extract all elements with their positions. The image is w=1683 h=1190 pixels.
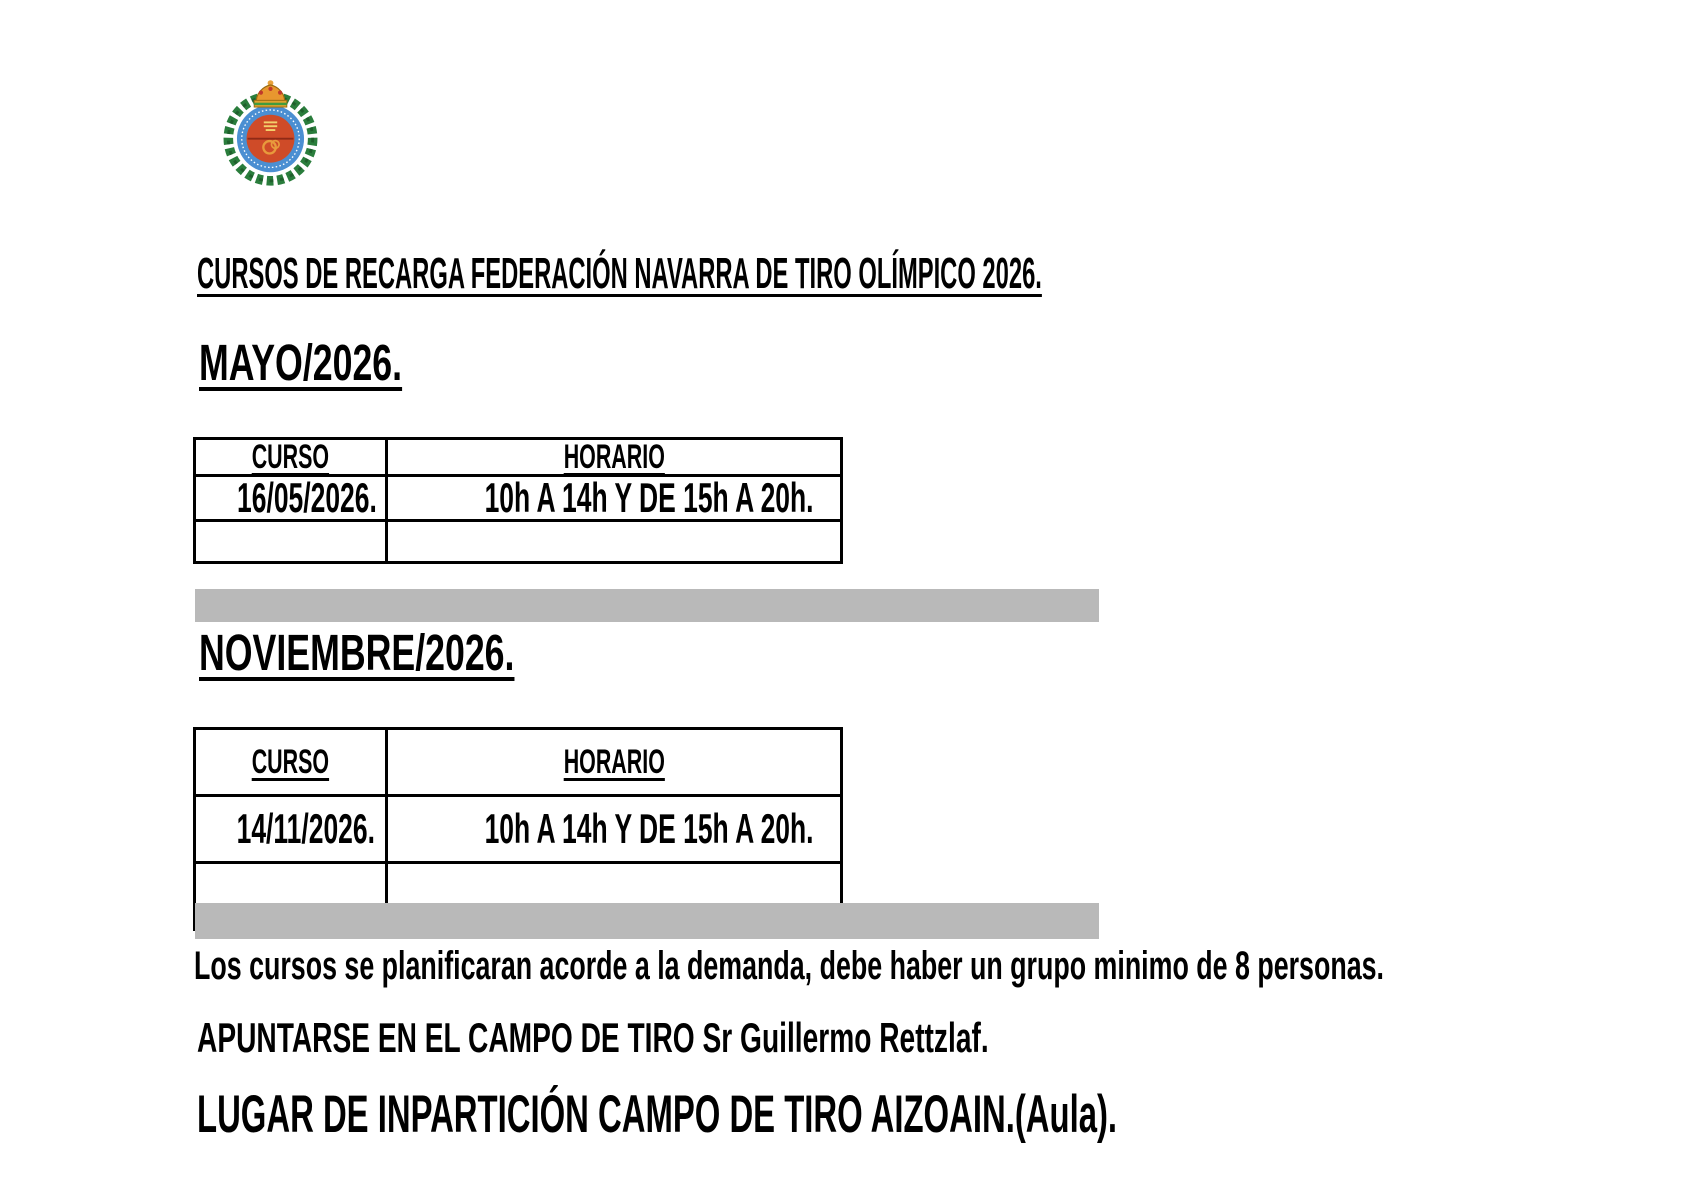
- column-header-horario: HORARIO: [387, 729, 842, 796]
- document-title-text: CURSOS DE RECARGA FEDERACIÓN NAVARRA DE TIRO OLÍMPICO 2026.: [197, 249, 1042, 298]
- document-title: [197, 248, 1683, 300]
- federation-logo: [213, 76, 328, 186]
- separator-bar: [195, 903, 1099, 939]
- crown-icon: [254, 80, 287, 107]
- section-heading-noviembre: [199, 623, 650, 683]
- emblem-disc: [247, 115, 295, 163]
- empty-cell: [387, 521, 842, 563]
- note-signup-text: APUNTARSE EN EL CAMPO DE TIRO Sr Guillermo Rettzlaf.: [197, 1014, 989, 1061]
- course-schedule-cell: 10h A 14h Y DE 15h A 20h.: [387, 796, 842, 863]
- section-heading-mayo: [199, 333, 489, 393]
- table-row: [195, 476, 842, 521]
- separator-bar: [195, 589, 1099, 622]
- course-schedule-cell: 10h A 14h Y DE 15h A 20h.: [387, 476, 842, 521]
- course-table-mayo: [193, 437, 843, 564]
- table-row: [195, 521, 842, 563]
- column-header-horario: HORARIO: [387, 439, 842, 476]
- note-location-text: LUGAR DE INPARTICIÓN CAMPO DE TIRO AIZOAIN.(Aula).: [197, 1085, 1118, 1144]
- section-heading-mayo-text: MAYO/2026.: [199, 334, 403, 391]
- note-planning-text: Los cursos se planificaran acorde a la demanda, debe haber un grupo minimo de 8 personas.: [194, 944, 1384, 988]
- course-table-noviembre: [193, 727, 843, 931]
- federation-emblem-icon: [213, 76, 328, 186]
- table-row: [195, 729, 842, 796]
- empty-cell: [195, 521, 387, 563]
- column-header-curso: CURSO: [195, 729, 387, 796]
- note-planning: [194, 941, 1683, 991]
- course-date-cell: 16/05/2026.: [195, 476, 387, 521]
- table-row: [195, 796, 842, 863]
- table-row: [195, 439, 842, 476]
- course-date-cell: 14/11/2026.: [195, 796, 387, 863]
- column-header-curso: CURSO: [195, 439, 387, 476]
- section-heading-noviembre-text: NOVIEMBRE/2026.: [199, 624, 515, 681]
- note-location: [197, 1084, 1681, 1146]
- note-signup: [197, 1013, 1379, 1063]
